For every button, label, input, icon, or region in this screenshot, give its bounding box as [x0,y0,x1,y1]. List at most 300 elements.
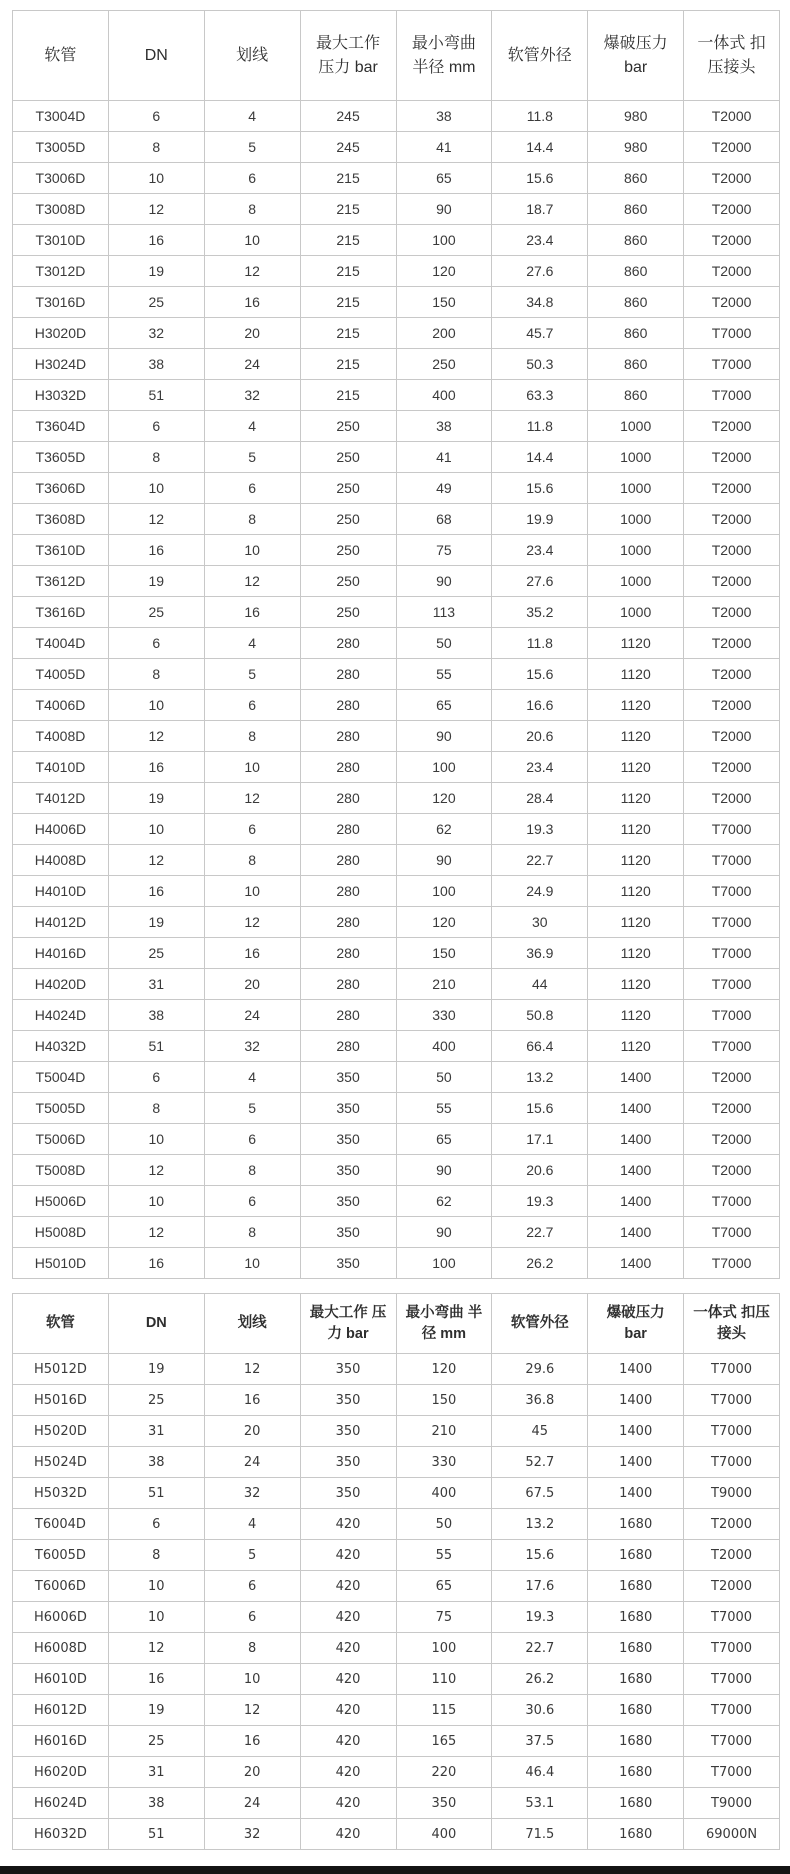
data-cell: 215 [300,194,396,225]
data-cell: 17.1 [492,1124,588,1155]
data-cell: 1120 [588,814,684,845]
data-cell: H4010D [13,876,109,907]
data-cell: 115 [396,1695,492,1726]
data-cell: 250 [300,535,396,566]
data-cell: 1680 [588,1726,684,1757]
data-cell: 1680 [588,1602,684,1633]
data-cell: 1400 [588,1447,684,1478]
data-cell: 50 [396,1062,492,1093]
data-cell: 24 [204,1447,300,1478]
table-row [13,1186,780,1217]
data-cell: 34.8 [492,287,588,318]
data-cell: 420 [300,1633,396,1664]
data-cell: 420 [300,1664,396,1695]
data-cell: T7000 [684,1447,780,1478]
table-row [13,194,780,225]
data-cell: 10 [108,814,204,845]
data-cell: 67.5 [492,1478,588,1509]
data-cell: 1680 [588,1571,684,1602]
data-cell: 37.5 [492,1726,588,1757]
data-cell: 420 [300,1695,396,1726]
data-cell: 23.4 [492,225,588,256]
data-cell: 1400 [588,1155,684,1186]
data-cell: 27.6 [492,566,588,597]
data-cell: 100 [396,876,492,907]
data-cell: T3612D [13,566,109,597]
table-row [13,938,780,969]
data-cell: 62 [396,814,492,845]
data-cell: T5006D [13,1124,109,1155]
data-cell: H6010D [13,1664,109,1695]
data-cell: 10 [108,1571,204,1602]
data-cell: 15.6 [492,163,588,194]
data-cell: 245 [300,132,396,163]
data-cell: 26.2 [492,1664,588,1695]
data-cell: 1680 [588,1757,684,1788]
data-cell: 90 [396,1155,492,1186]
data-cell: 120 [396,256,492,287]
data-cell: 120 [396,783,492,814]
data-cell: T3016D [13,287,109,318]
data-cell: T3616D [13,597,109,628]
data-cell: 4 [204,411,300,442]
data-cell: 24 [204,349,300,380]
header-row [13,11,780,101]
data-cell: 65 [396,163,492,194]
data-cell: 50 [396,1509,492,1540]
data-cell: 25 [108,1726,204,1757]
data-cell: 19.9 [492,504,588,535]
data-cell: 10 [204,752,300,783]
data-cell: 8 [108,659,204,690]
data-cell: 18.7 [492,194,588,225]
data-cell: 19.3 [492,814,588,845]
data-cell: 400 [396,380,492,411]
data-cell: T2000 [684,597,780,628]
data-cell: 10 [204,1248,300,1279]
data-cell: T7000 [684,349,780,380]
data-cell: 280 [300,659,396,690]
data-cell: 400 [396,1478,492,1509]
column-header: 一体式 扣压 接头 [684,1294,780,1354]
data-cell: 6 [108,1509,204,1540]
data-cell: 980 [588,132,684,163]
data-cell: H5024D [13,1447,109,1478]
data-cell: 38 [108,1000,204,1031]
data-cell: 350 [300,1447,396,1478]
data-cell: 1680 [588,1633,684,1664]
column-header: DN [108,1294,204,1354]
data-cell: T2000 [684,101,780,132]
data-cell: T2000 [684,442,780,473]
data-cell: 15.6 [492,473,588,504]
table-row [13,1695,780,1726]
data-cell: 6 [204,163,300,194]
data-cell: 15.6 [492,659,588,690]
data-cell: T3604D [13,411,109,442]
data-cell: 53.1 [492,1788,588,1819]
data-cell: 49 [396,473,492,504]
data-cell: 10 [108,1186,204,1217]
table-row [13,1354,780,1385]
table-row [13,442,780,473]
data-cell: T3012D [13,256,109,287]
data-cell: 6 [204,1186,300,1217]
data-cell: 280 [300,938,396,969]
data-cell: 8 [204,845,300,876]
data-cell: 1120 [588,1031,684,1062]
data-cell: H5006D [13,1186,109,1217]
data-cell: T4004D [13,628,109,659]
data-cell: 1680 [588,1540,684,1571]
data-cell: 1120 [588,876,684,907]
data-cell: 860 [588,194,684,225]
table-row [13,287,780,318]
data-cell: 860 [588,349,684,380]
data-cell: 4 [204,101,300,132]
data-cell: 20.6 [492,1155,588,1186]
data-cell: 5 [204,1093,300,1124]
data-cell: 420 [300,1540,396,1571]
data-cell: 420 [300,1509,396,1540]
data-cell: 1120 [588,659,684,690]
data-cell: T3008D [13,194,109,225]
data-cell: T7000 [684,1726,780,1757]
table-row [13,535,780,566]
data-cell: T2000 [684,504,780,535]
data-cell: 113 [396,597,492,628]
data-cell: 13.2 [492,1509,588,1540]
data-cell: 75 [396,1602,492,1633]
data-cell: T9000 [684,1788,780,1819]
data-cell: T7000 [684,1217,780,1248]
table-row [13,721,780,752]
data-cell: 980 [588,101,684,132]
data-cell: T2000 [684,628,780,659]
table-row [13,1000,780,1031]
data-cell: H5010D [13,1248,109,1279]
data-cell: 16 [108,535,204,566]
data-cell: 16.6 [492,690,588,721]
data-cell: T7000 [684,1602,780,1633]
data-cell: 1680 [588,1664,684,1695]
data-cell: H4006D [13,814,109,845]
data-cell: 38 [108,1447,204,1478]
data-cell: 16 [108,876,204,907]
data-cell: H4032D [13,1031,109,1062]
table-row [13,1062,780,1093]
data-cell: 220 [396,1757,492,1788]
data-cell: 12 [204,256,300,287]
data-cell: 330 [396,1447,492,1478]
data-cell: T4008D [13,721,109,752]
table-row [13,163,780,194]
column-header: 划线 [204,11,300,101]
column-header: 划线 [204,1294,300,1354]
data-cell: 350 [300,1416,396,1447]
data-cell: T2000 [684,1509,780,1540]
data-cell: 12 [204,783,300,814]
data-cell: 11.8 [492,628,588,659]
column-header: 最小弯曲 半径 mm [396,11,492,101]
data-cell: 330 [396,1000,492,1031]
table-row [13,1757,780,1788]
data-cell: 51 [108,380,204,411]
data-cell: T2000 [684,1571,780,1602]
table-row [13,597,780,628]
data-cell: 10 [108,1602,204,1633]
data-cell: T7000 [684,845,780,876]
data-cell: 28.4 [492,783,588,814]
data-cell: 420 [300,1571,396,1602]
data-cell: 38 [108,1788,204,1819]
data-cell: 44 [492,969,588,1000]
data-cell: 10 [204,225,300,256]
data-cell: H6024D [13,1788,109,1819]
data-cell: 1120 [588,938,684,969]
table-row [13,101,780,132]
data-cell: 38 [108,349,204,380]
data-cell: 46.4 [492,1757,588,1788]
data-cell: 14.4 [492,132,588,163]
data-cell: 22.7 [492,1217,588,1248]
data-cell: 16 [204,1726,300,1757]
data-cell: H5012D [13,1354,109,1385]
data-cell: T7000 [684,1186,780,1217]
column-header: 软管外径 [492,11,588,101]
data-cell: 215 [300,349,396,380]
data-cell: T2000 [684,225,780,256]
data-cell: 30.6 [492,1695,588,1726]
data-cell: 12 [204,907,300,938]
table-row [13,1633,780,1664]
data-cell: 1000 [588,473,684,504]
data-cell: T6004D [13,1509,109,1540]
data-cell: 32 [204,380,300,411]
data-cell: 350 [300,1186,396,1217]
data-cell: T3608D [13,504,109,535]
data-cell: T2000 [684,411,780,442]
data-cell: T3004D [13,101,109,132]
data-cell: T7000 [684,1031,780,1062]
data-cell: 165 [396,1726,492,1757]
data-cell: 1120 [588,752,684,783]
column-header: 最大工作 压力 bar [300,11,396,101]
data-cell: T2000 [684,752,780,783]
data-cell: 6 [204,1124,300,1155]
data-cell: H4012D [13,907,109,938]
data-cell: H3032D [13,380,109,411]
data-cell: 65 [396,1124,492,1155]
data-cell: 12 [204,1695,300,1726]
table-row [13,845,780,876]
data-cell: T2000 [684,659,780,690]
data-cell: 20 [204,969,300,1000]
data-cell: 215 [300,287,396,318]
data-cell: 45 [492,1416,588,1447]
table-1-header [13,11,780,101]
data-cell: T6006D [13,1571,109,1602]
data-cell: 150 [396,938,492,969]
data-cell: 31 [108,969,204,1000]
data-cell: 280 [300,907,396,938]
data-cell: 1000 [588,535,684,566]
data-cell: T7000 [684,1354,780,1385]
data-cell: 32 [108,318,204,349]
data-cell: 6 [108,1062,204,1093]
data-cell: T2000 [684,256,780,287]
data-cell: T7000 [684,318,780,349]
data-cell: 215 [300,380,396,411]
data-cell: 19 [108,907,204,938]
table-row [13,1031,780,1062]
data-cell: T7000 [684,1248,780,1279]
data-cell: 1400 [588,1385,684,1416]
table-row [13,225,780,256]
data-cell: 32 [204,1478,300,1509]
data-cell: 31 [108,1416,204,1447]
data-cell: 860 [588,256,684,287]
data-cell: 16 [108,1248,204,1279]
data-cell: 50.3 [492,349,588,380]
column-header: 最大工作 压 力 bar [300,1294,396,1354]
table-row [13,783,780,814]
table-row [13,1385,780,1416]
data-cell: 16 [204,938,300,969]
table-row [13,1819,780,1850]
table-row [13,256,780,287]
table-row [13,969,780,1000]
data-cell: 8 [204,1633,300,1664]
data-cell: 200 [396,318,492,349]
data-cell: 1400 [588,1248,684,1279]
column-header: 软管 [13,11,109,101]
data-cell: H4016D [13,938,109,969]
data-cell: 10 [108,163,204,194]
data-cell: 1000 [588,504,684,535]
data-cell: 24 [204,1788,300,1819]
data-cell: 50 [396,628,492,659]
data-cell: 24.9 [492,876,588,907]
data-cell: 10 [108,473,204,504]
data-cell: 1680 [588,1695,684,1726]
data-cell: 55 [396,1540,492,1571]
data-cell: T4006D [13,690,109,721]
data-cell: 245 [300,101,396,132]
data-cell: 250 [300,442,396,473]
data-cell: H5008D [13,1217,109,1248]
data-cell: T7000 [684,876,780,907]
column-header: 爆破压力 bar [588,11,684,101]
data-cell: 71.5 [492,1819,588,1850]
data-cell: 90 [396,845,492,876]
data-cell: 13.2 [492,1062,588,1093]
data-cell: H5032D [13,1478,109,1509]
data-cell: 350 [300,1478,396,1509]
data-cell: T3010D [13,225,109,256]
data-cell: 6 [108,101,204,132]
data-cell: 16 [204,1385,300,1416]
data-cell: 17.6 [492,1571,588,1602]
data-cell: 16 [108,752,204,783]
data-cell: 12 [108,721,204,752]
data-cell: 100 [396,752,492,783]
data-cell: 6 [108,411,204,442]
data-cell: 41 [396,132,492,163]
data-cell: 25 [108,1385,204,1416]
data-cell: 8 [204,1155,300,1186]
data-cell: 5 [204,659,300,690]
data-cell: 10 [108,690,204,721]
data-cell: 350 [300,1062,396,1093]
data-cell: 66.4 [492,1031,588,1062]
data-cell: 350 [300,1354,396,1385]
data-cell: 90 [396,721,492,752]
data-cell: T2000 [684,132,780,163]
data-cell: 250 [300,566,396,597]
data-cell: 1120 [588,690,684,721]
table-row [13,566,780,597]
data-cell: 38 [396,101,492,132]
data-cell: 210 [396,969,492,1000]
data-cell: T7000 [684,969,780,1000]
data-cell: T2000 [684,1062,780,1093]
table-1-body [13,101,780,1279]
data-cell: 420 [300,1757,396,1788]
data-cell: 250 [300,597,396,628]
table-row [13,1788,780,1819]
data-cell: 1680 [588,1819,684,1850]
data-cell: 69000N [684,1819,780,1850]
data-cell: T7000 [684,1000,780,1031]
data-cell: 11.8 [492,101,588,132]
table-row [13,1664,780,1695]
data-cell: 4 [204,628,300,659]
data-cell: H4020D [13,969,109,1000]
data-cell: T2000 [684,783,780,814]
data-cell: 19 [108,256,204,287]
table-row [13,1217,780,1248]
data-cell: 25 [108,597,204,628]
data-cell: 350 [300,1248,396,1279]
data-cell: 63.3 [492,380,588,411]
table-row [13,1155,780,1186]
data-cell: T2000 [684,473,780,504]
table-row [13,1416,780,1447]
table-row [13,1540,780,1571]
data-cell: 1400 [588,1186,684,1217]
table-row [13,132,780,163]
data-cell: 860 [588,380,684,411]
data-cell: T2000 [684,1155,780,1186]
data-cell: 280 [300,814,396,845]
data-cell: H6012D [13,1695,109,1726]
data-cell: 5 [204,1540,300,1571]
data-cell: 12 [108,194,204,225]
data-cell: 210 [396,1416,492,1447]
data-cell: 1000 [588,442,684,473]
data-cell: 100 [396,225,492,256]
data-cell: 215 [300,225,396,256]
data-cell: 16 [108,1664,204,1695]
table-row [13,1726,780,1757]
data-cell: 29.6 [492,1354,588,1385]
data-cell: 19 [108,566,204,597]
data-cell: 51 [108,1819,204,1850]
data-cell: 280 [300,1031,396,1062]
table-row [13,876,780,907]
data-cell: 90 [396,194,492,225]
